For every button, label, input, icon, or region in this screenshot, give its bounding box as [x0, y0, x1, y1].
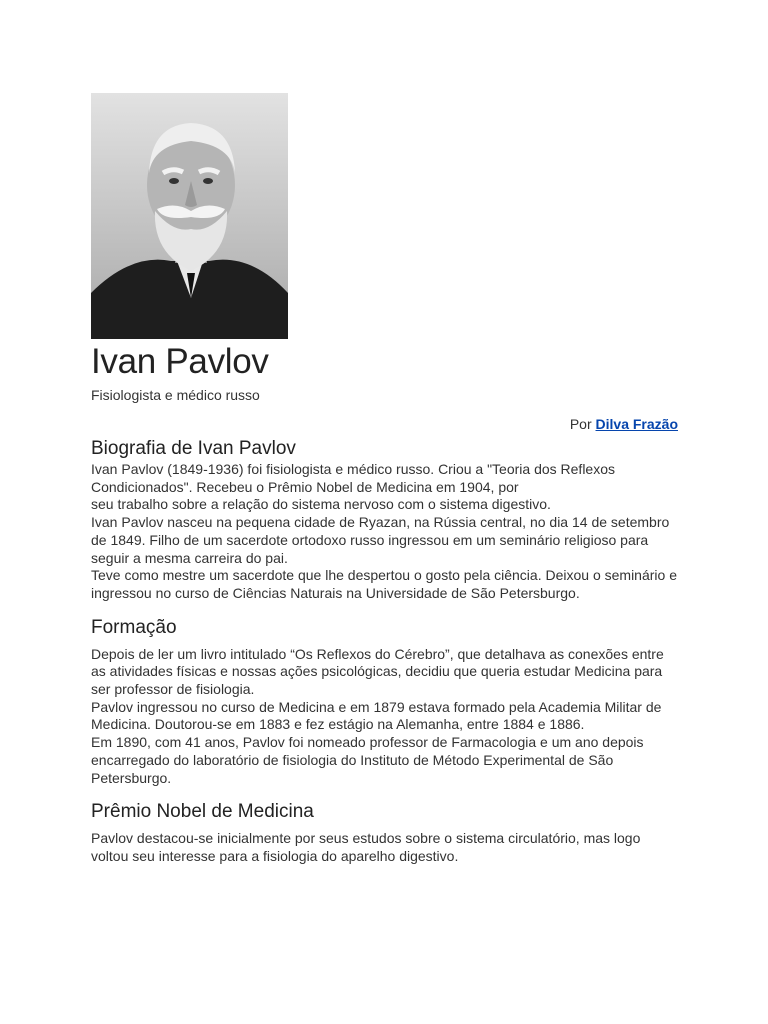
section-heading-premio-nobel: Prêmio Nobel de Medicina	[91, 801, 314, 823]
paragraph: Pavlov destacou-se inicialmente por seus estudos sobre o sistema circulatório, mas logo voltou seu interesse para a fisiologia do aparelho digestivo.	[91, 830, 641, 864]
byline	[91, 415, 678, 433]
section-heading-biografia: Biografia de Ivan Pavlov	[91, 438, 296, 459]
paragraph: Em 1890, com 41 anos, Pavlov foi nomeado professor de Farmacologia e um ano depois encarregado do laboratório de fisiologia do Instituto de Método Experimental de São Petersburgo.	[91, 734, 644, 786]
article-title: Ivan Pavlov	[91, 342, 269, 381]
paragraph: Ivan Pavlov nasceu na pequena cidade de Ryazan, na Rússia central, no dia 14 de setembro de 1849. Filho de um sacerdote ortodoxo russo ingressou em um seminário religioso para seguir a mesma carreira do pai.	[91, 514, 670, 566]
article-subtitle: Fisiologista e médico russo	[91, 387, 260, 403]
paragraph: Depois de ler um livro intitulado “Os Reflexos do Cérebro”, que detalhava as conexões entre as atividades físicas e nossas ações psicológicas, decidiu que queria estudar Medicina para ser professor de fisiologia.	[91, 645, 664, 698]
portrait-illustration	[91, 93, 288, 339]
paragraph: Pavlov ingressou no curso de Medicina e em 1879 estava formado pela Academia Militar de Medicina. Doutorou-se em 1883 e fez estágio na Alemanha, entre 1884 e 1886.	[91, 698, 662, 733]
paragraph: seu trabalho sobre a relação do sistema nervoso com o sistema digestivo.	[91, 496, 551, 513]
paragraph: Teve como mestre um sacerdote que lhe despertou o gosto pela ciência. Deixou o seminário e ingressou no curso de Ciências Naturais na Universidade de São Petersburgo.	[91, 567, 677, 601]
author-link[interactable]: Dilva Frazão	[595, 416, 678, 432]
byline-prefix: Por	[569, 416, 592, 432]
paragraph: Ivan Pavlov (1849-1936) foi fisiologista e médico russo. Criou a "Teoria dos Reflexos Condicionados". Recebeu o Prêmio Nobel de Medicina em 1904, por	[91, 461, 616, 495]
section-heading-formacao: Formação	[91, 616, 177, 638]
article	[91, 93, 681, 866]
portrait-photo	[91, 93, 288, 339]
